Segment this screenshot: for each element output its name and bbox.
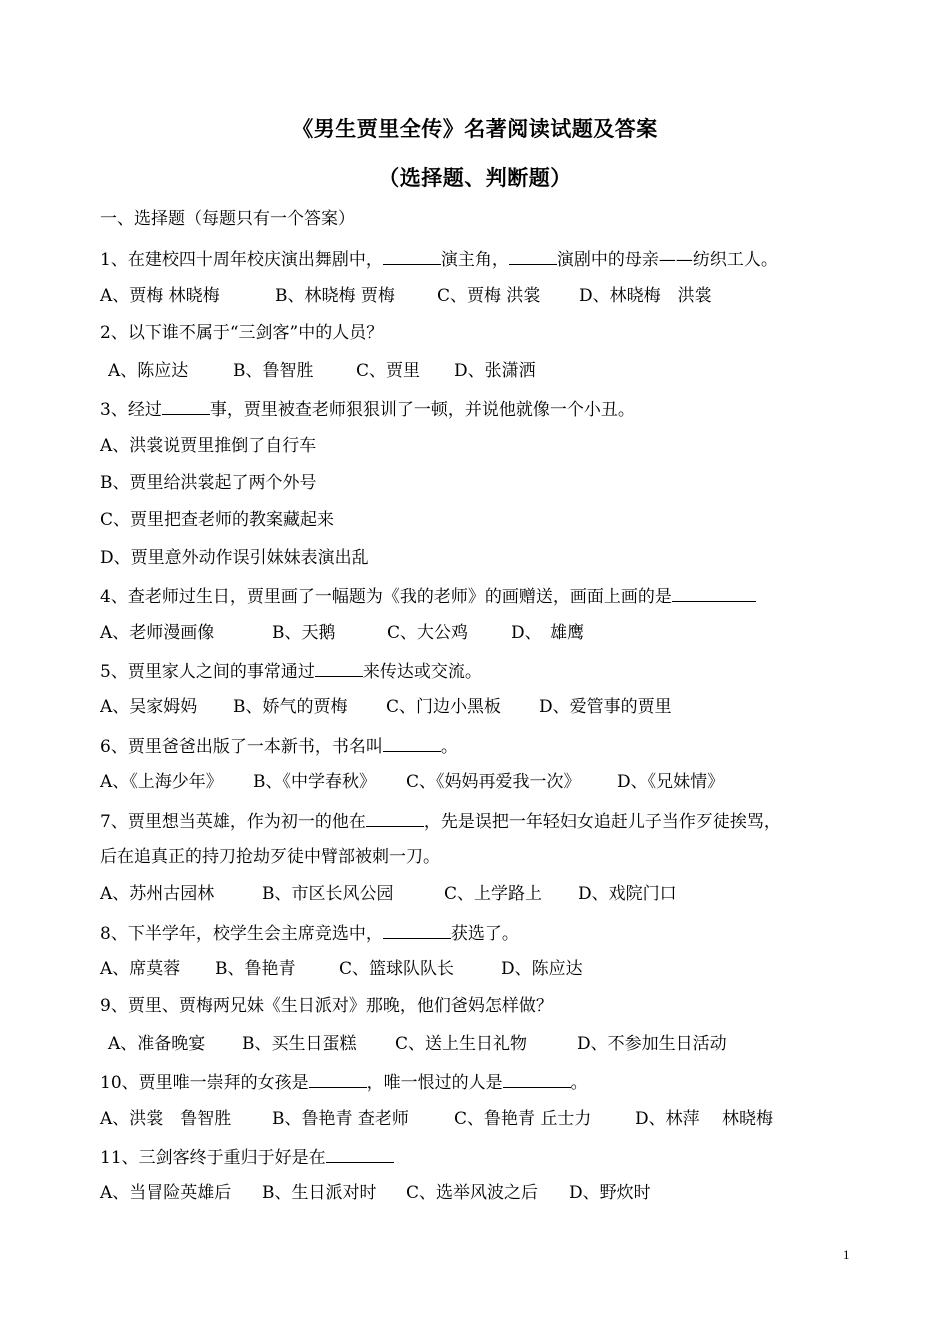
question-7: 7、贾里想当英雄，作为初一的他在 ，先是误把一年轻妇女追赶儿子当作歹徒挨骂， xyxy=(100,808,781,834)
question-3: 3、经过 事，贾里被查老师狠狠训了一顿，并说他就像一个小丑。 xyxy=(100,396,635,422)
question-5-options xyxy=(100,695,672,719)
option-a: A、洪裳 鲁智胜 xyxy=(100,1109,232,1129)
option-c: C、大公鸡 xyxy=(387,623,469,643)
option-a: A、准备晚宴 xyxy=(108,1034,206,1054)
answer-blank xyxy=(509,246,557,265)
question-4-options xyxy=(100,621,584,645)
question-10: 10、贾里唯一崇拜的女孩是 ，唯一恨过的人是 。 xyxy=(100,1069,588,1095)
option-c: C、选举风波之后 xyxy=(406,1183,539,1203)
option-d: D、张潇洒 xyxy=(454,361,536,381)
option-d: D、不参加生日活动 xyxy=(577,1034,727,1054)
answer-blank xyxy=(162,396,210,415)
answer-blank xyxy=(383,246,441,265)
answer-blank xyxy=(315,658,363,677)
option-b: B、生日派对时 xyxy=(262,1183,377,1203)
option-c: C、贾里 xyxy=(356,361,421,381)
option-c: C、篮球队队长 xyxy=(339,959,455,979)
option-c: C、送上生日礼物 xyxy=(395,1034,528,1054)
page-number: 1 xyxy=(843,1247,850,1262)
question-6: 6、贾里爸爸出版了一本新书，书名叫 。 xyxy=(100,733,458,759)
question-1: 1、在建校四十周年校庆演出舞剧中， 演主角， 演剧中的母亲——纺织工人。 xyxy=(100,246,778,272)
option-d: D、林萍 林晓梅 xyxy=(635,1109,774,1129)
option-b: B、贾里给洪裳起了两个外号 xyxy=(100,473,317,493)
option-a: A、贾梅 林晓梅 xyxy=(100,286,220,306)
option-d: D、戏院门口 xyxy=(578,884,677,904)
option-d: D、野炊时 xyxy=(569,1183,651,1203)
option-b: B、市区长风公园 xyxy=(262,884,394,904)
answer-blank xyxy=(503,1069,571,1088)
question-4: 4、查老师过生日，贾里画了一幅题为《我的老师》的画赠送，画面上画的是 xyxy=(100,583,756,609)
option-a: A、《上海少年》 xyxy=(100,772,223,792)
question-11-options xyxy=(100,1181,651,1205)
option-d: D、贾里意外动作误引妹妹表演出乱 xyxy=(100,548,369,568)
option-d: D、 雄鹰 xyxy=(511,623,585,643)
question-2: 2、以下谁不属于“三剑客”中的人员？ xyxy=(100,323,384,343)
question-7-options xyxy=(100,882,677,906)
option-d: D、爱管事的贾里 xyxy=(539,697,672,717)
option-a: A、当冒险英雄后 xyxy=(100,1183,232,1203)
option-b: B、鲁智胜 xyxy=(233,361,314,381)
option-b: B、鲁艳青 xyxy=(215,959,296,979)
answer-blank xyxy=(309,1069,367,1088)
option-a: A、陈应达 xyxy=(108,361,189,381)
option-b: B、林晓梅 贾梅 xyxy=(275,286,395,306)
answer-blank xyxy=(326,1144,394,1163)
answer-blank xyxy=(383,733,441,752)
option-c: C、鲁艳青 丘士力 xyxy=(454,1109,592,1129)
option-c: C、门边小黑板 xyxy=(386,697,502,717)
option-c: C、《妈妈再爱我一次》 xyxy=(406,772,581,792)
option-d: D、陈应达 xyxy=(501,959,583,979)
option-a: A、吴家姆妈 xyxy=(100,697,198,717)
option-b: B、《中学春秋》 xyxy=(253,772,376,792)
question-5: 5、贾里家人之间的事常通过 来传达或交流。 xyxy=(100,658,482,684)
option-d: D、《兄妹情》 xyxy=(617,772,725,792)
option-b: B、买生日蛋糕 xyxy=(242,1034,357,1054)
option-a: A、老师漫画像 xyxy=(100,623,215,643)
option-a: A、席莫蓉 xyxy=(100,959,181,979)
document-title: 《男生贾里全传》名著阅读试题及答案 xyxy=(292,117,658,141)
option-c: C、贾梅 洪裳 xyxy=(437,286,541,306)
question-1-options xyxy=(100,284,712,308)
question-6-options xyxy=(100,770,724,794)
section-heading: 一、选择题（每题只有一个答案） xyxy=(100,209,355,229)
option-c: C、贾里把查老师的教案藏起来 xyxy=(100,510,335,530)
document-subtitle: （选择题、判断题） xyxy=(378,166,572,190)
option-d: D、林晓梅 洪裳 xyxy=(579,286,712,306)
answer-blank xyxy=(383,920,451,939)
option-b: B、鲁艳青 查老师 xyxy=(272,1109,409,1129)
question-9: 9、贾里、贾梅两兄妹《生日派对》那晚，他们爸妈怎样做？ xyxy=(100,996,553,1016)
question-8: 8、下半学年，校学生会主席竞选中， 获选了。 xyxy=(100,920,519,946)
option-a: A、洪裳说贾里推倒了自行车 xyxy=(100,436,317,456)
option-b: B、天鹅 xyxy=(272,623,336,643)
question-2-options xyxy=(108,359,536,383)
question-11: 11、三剑客终于重归于好是在 xyxy=(100,1144,394,1170)
question-8-options xyxy=(100,957,583,981)
answer-blank xyxy=(672,583,756,602)
option-b: B、娇气的贾梅 xyxy=(233,697,348,717)
answer-blank xyxy=(366,808,424,827)
question-10-options xyxy=(100,1107,773,1131)
question-9-options xyxy=(108,1032,727,1056)
option-c: C、上学路上 xyxy=(444,884,543,904)
option-a: A、苏州古园林 xyxy=(100,884,215,904)
question-7-continued: 后在追真正的持刀抢劫歹徒中臂部被刺一刀。 xyxy=(100,847,440,867)
